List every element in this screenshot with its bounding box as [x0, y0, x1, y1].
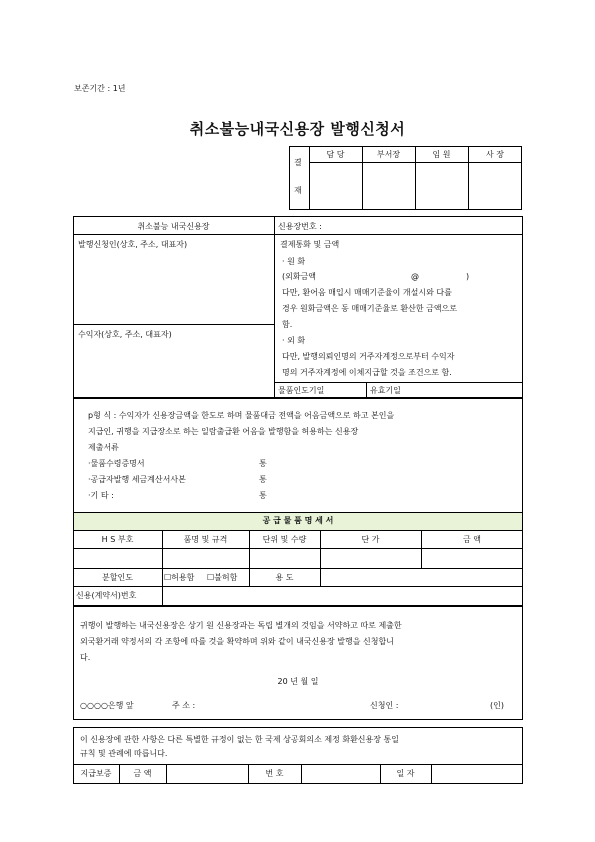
page-title: 취소불능내국신용장 발행신청서 [189, 120, 406, 138]
fx-note-1: 다만, 발행의뢰인명의 거주자계정으로부터 수익자 [282, 352, 455, 361]
docs-title: 제출서류 [88, 443, 119, 452]
allow-checkbox[interactable]: ☐허용함 [164, 573, 195, 582]
approval-col-president: 사 장 [486, 150, 504, 159]
number-label: 번 호 [265, 769, 284, 778]
beneficiary-label: 수익자(상호, 주소, 대표자) [78, 330, 172, 339]
form-text-1: p형 식 : 수익자가 신용장금액을 한도로 하며 물품대금 전액을 어음금액으로 하고 본인을 [88, 411, 395, 420]
footer-note-1: 이 신용장에 관한 사항은 다른 특별한 규정이 없는 한 국제 상공회의소 제정 화환신용장 통일 [80, 735, 399, 744]
usage-label: 용 도 [275, 573, 294, 582]
doc-item-unit: 통 [259, 491, 267, 500]
partial-delivery-label: 분할인도 [102, 573, 133, 582]
won-note-1: 다만, 환어음 매입시 매매기준율이 개설시와 다를 [282, 288, 452, 297]
approval-col-executive: 임 원 [432, 150, 451, 159]
col-unit-price: 단 가 [361, 535, 380, 544]
address-label: 주 소 : [172, 701, 196, 710]
currency-title: 결제통화 및 금액 [280, 240, 340, 249]
declaration-date: 20 년 월 일 [277, 677, 319, 686]
declaration-line-3: 다. [80, 653, 91, 662]
doc-item-unit: 통 [259, 475, 267, 484]
retention-period: 보존기간 : 1년 [74, 84, 126, 93]
doc-item-name: ·공급자발행 세금계산서사본 [88, 475, 186, 484]
approval-col-manager: 부서장 [376, 150, 401, 159]
contract-number-label: 신용(계약서)번호 [76, 591, 137, 600]
lc-number-label: 신용장번호 : [278, 222, 322, 231]
lc-type-label: 취소불능 내국신용장 [137, 222, 210, 231]
validity-date-label: 유효기일 [370, 386, 401, 395]
applicant-label: 발행신청인(상호, 주소, 대표자) [78, 240, 188, 249]
col-item-spec: 품명 및 규격 [183, 535, 228, 544]
goods-table-title: 공 급 물 품 명 세 서 [262, 516, 334, 525]
approval-col-staff: 담 당 [326, 150, 345, 159]
col-amount: 금 액 [463, 535, 481, 544]
guarantee-label: 지급보증 [80, 769, 112, 778]
won-note-3: 함. [282, 320, 293, 329]
date-label: 일 자 [396, 769, 415, 778]
declaration-line-1: 귀행이 발행하는 내국신용장은 상기 원 신용장과는 독립 별개의 것임을 서약하고 따로 제출한 [80, 621, 402, 630]
seal-mark: (인) [490, 701, 504, 710]
footer-note-2: 규칙 및 관례에 따릅니다. [80, 749, 168, 758]
form-text-2: 지급인, 귀행을 지급장소로 하는 일람출급환 어음을 발행함을 허용하는 신용장 [88, 427, 359, 436]
close-paren: ) [466, 272, 470, 281]
won-note-2: 경우 원화금액은 동 매매기준율로 환산한 금액으로 [282, 304, 458, 313]
amount-label: 금 액 [133, 769, 152, 778]
fx-label: · 외 화 [282, 336, 306, 345]
col-unit-qty: 단위 및 수량 [262, 535, 307, 544]
delivery-date-label: 물품인도기일 [278, 386, 325, 395]
doc-item-name: ·기 타 : [88, 491, 114, 500]
col-hs-code: H S 부호 [101, 535, 134, 544]
declaration-line-2: 외국환거래 약정서의 각 조항에 따를 것을 확약하며 위와 같이 내국신용장 발행을 신청합니 [80, 637, 394, 646]
approval-label-bottom: 재 [294, 186, 302, 195]
at-sign: @ [411, 272, 419, 281]
won-label: · 원 화 [282, 257, 306, 266]
doc-item-name: ·물품수령증명서 [88, 459, 145, 468]
disallow-checkbox[interactable]: ☐불허함 [207, 573, 238, 582]
applicant-signature-label: 신청인 : [370, 701, 399, 710]
doc-item-unit: 통 [259, 459, 267, 468]
approval-label-top: 결 [294, 158, 302, 167]
foreign-amount-label: (외화금액 [282, 272, 317, 281]
bank-addressee: ○○○○은행 앞 [80, 701, 134, 710]
fx-note-2: 명의 거주자계정에 이체지급할 것을 조건으로 함. [282, 368, 452, 377]
